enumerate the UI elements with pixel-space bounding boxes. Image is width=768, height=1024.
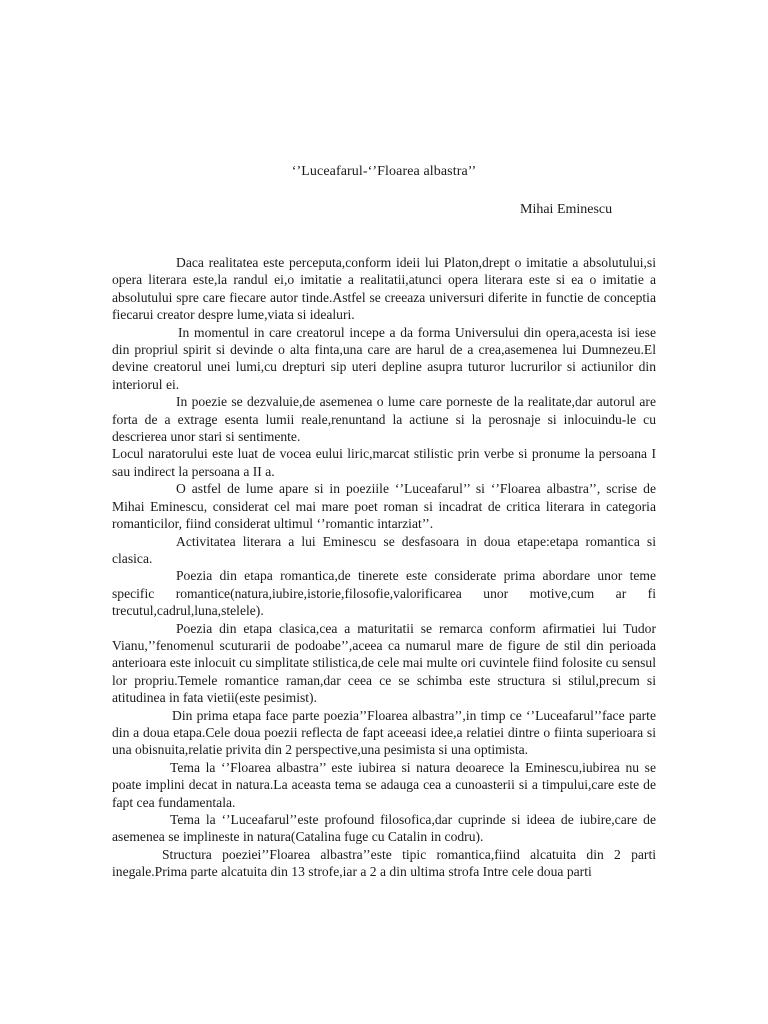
document-body	[112, 254, 656, 881]
paragraph: Poezia din etapa romantica,de tinerete este considerate prima abordare unor teme specific romantice(natura,iubire,istorie,filosofie,valorificarea unor motive,cum ar fi trecutul,cadrul,luna,stelele).	[112, 568, 656, 619]
paragraph: O astfel de lume apare si in poeziile ‘’Luceafarul’’ si ‘’Floarea albastra’’, scrise de Mihai Eminescu, considerat cel mai mare poet roman si incadrat de critica literara in categoria romanticilor, fiind considerat ultimul ‘’romantic intarziat’’.	[112, 481, 656, 532]
paragraph: Din prima etapa face parte poezia’’Floarea albastra’’,in timp ce ‘’Luceafarul’’face parte din a doua etapa.Cele doua poezii reflecta de fapt aceeasi idee,a relatiei dintre o fiinta superioara si una obisnuita,relatie privita din 2 perspective,una pesimista si una optimista.	[112, 707, 656, 758]
paragraph: Activitatea literara a lui Eminescu se desfasoara in doua etape:etapa romantica si clasica.	[112, 533, 656, 566]
paragraph: Tema la ‘’Luceafarul’’este profound filosofica,dar cuprinde si ideea de iubire,care de asemenea se implineste in natura(Catalina fuge cu Catalin in codru).	[112, 812, 656, 845]
paragraph: Tema la ‘’Floarea albastra’’ este iubirea si natura deoarece la Eminescu,iubirea nu se poate implini decat in natura.La aceasta tema se adauga cea a cunoasterii si a timpului,care este de fapt cea fundamentala.	[112, 759, 656, 810]
paragraph: Locul naratorului este luat de vocea eului liric,marcat stilistic prin verbe si pronume la persoana I sau indirect la persoana a II a.	[112, 446, 656, 479]
document-author: Mihai Eminescu	[520, 202, 613, 217]
document-title: ‘’Luceafarul-‘’Floarea albastra’’	[291, 164, 477, 179]
paragraph: Poezia din etapa clasica,cea a maturitatii se remarca conform afirmatiei lui Tudor Vianu,’’fenomenul scuturarii de podoabe’’,aceea ca numarul mare de figure de stil din perioada anterioara este inlocuit cu simplitate stilistica,de cele mai multe ori cuvintele fiind folosite cu sensul lor propriu.Temele romantice raman,dar ceea ce se schimba este structura si stilul,precum si atitudinea in fata vietii(este pesimist).	[112, 620, 656, 706]
paragraph: Daca realitatea este perceputa,conform ideii lui Platon,drept o imitatie a absolutului,si opera literara este,la randul ei,o imitatie a realitatii,atunci opera literara este si ea o imitatie a absolutului spre care fiecare autor tinde.Astfel se creeaza universuri diferite in functie de conceptia fiecarui creator despre lume,viata si idealuri.	[112, 255, 656, 323]
paragraph: In momentul in care creatorul incepe a da forma Universului din opera,acesta isi iese din propriul spirit si devinde o alta finta,una care are harul de a crea,asemenea lui Dumnezeu.El devine creatorul unei lumi,cu drepturi sip uteri depline asupra tuturor lucrurilor si actiunilor din interiorul ei.	[112, 324, 656, 392]
paragraph: Structura poeziei’’Floarea albastra’’este tipic romantica,fiind alcatuita din 2 parti inegale.Prima parte alcatuita din 13 strofe,iar a 2 a din ultima strofa Intre cele doua parti	[112, 846, 656, 880]
paragraph: In poezie se dezvaluie,de asemenea o lume care porneste de la realitate,dar autorul are forta de a extrage esenta lumii reale,renuntand la actiune si la perosnaje si inlocuindu-le cu descrierea unor stari si sentimente.	[112, 394, 656, 445]
